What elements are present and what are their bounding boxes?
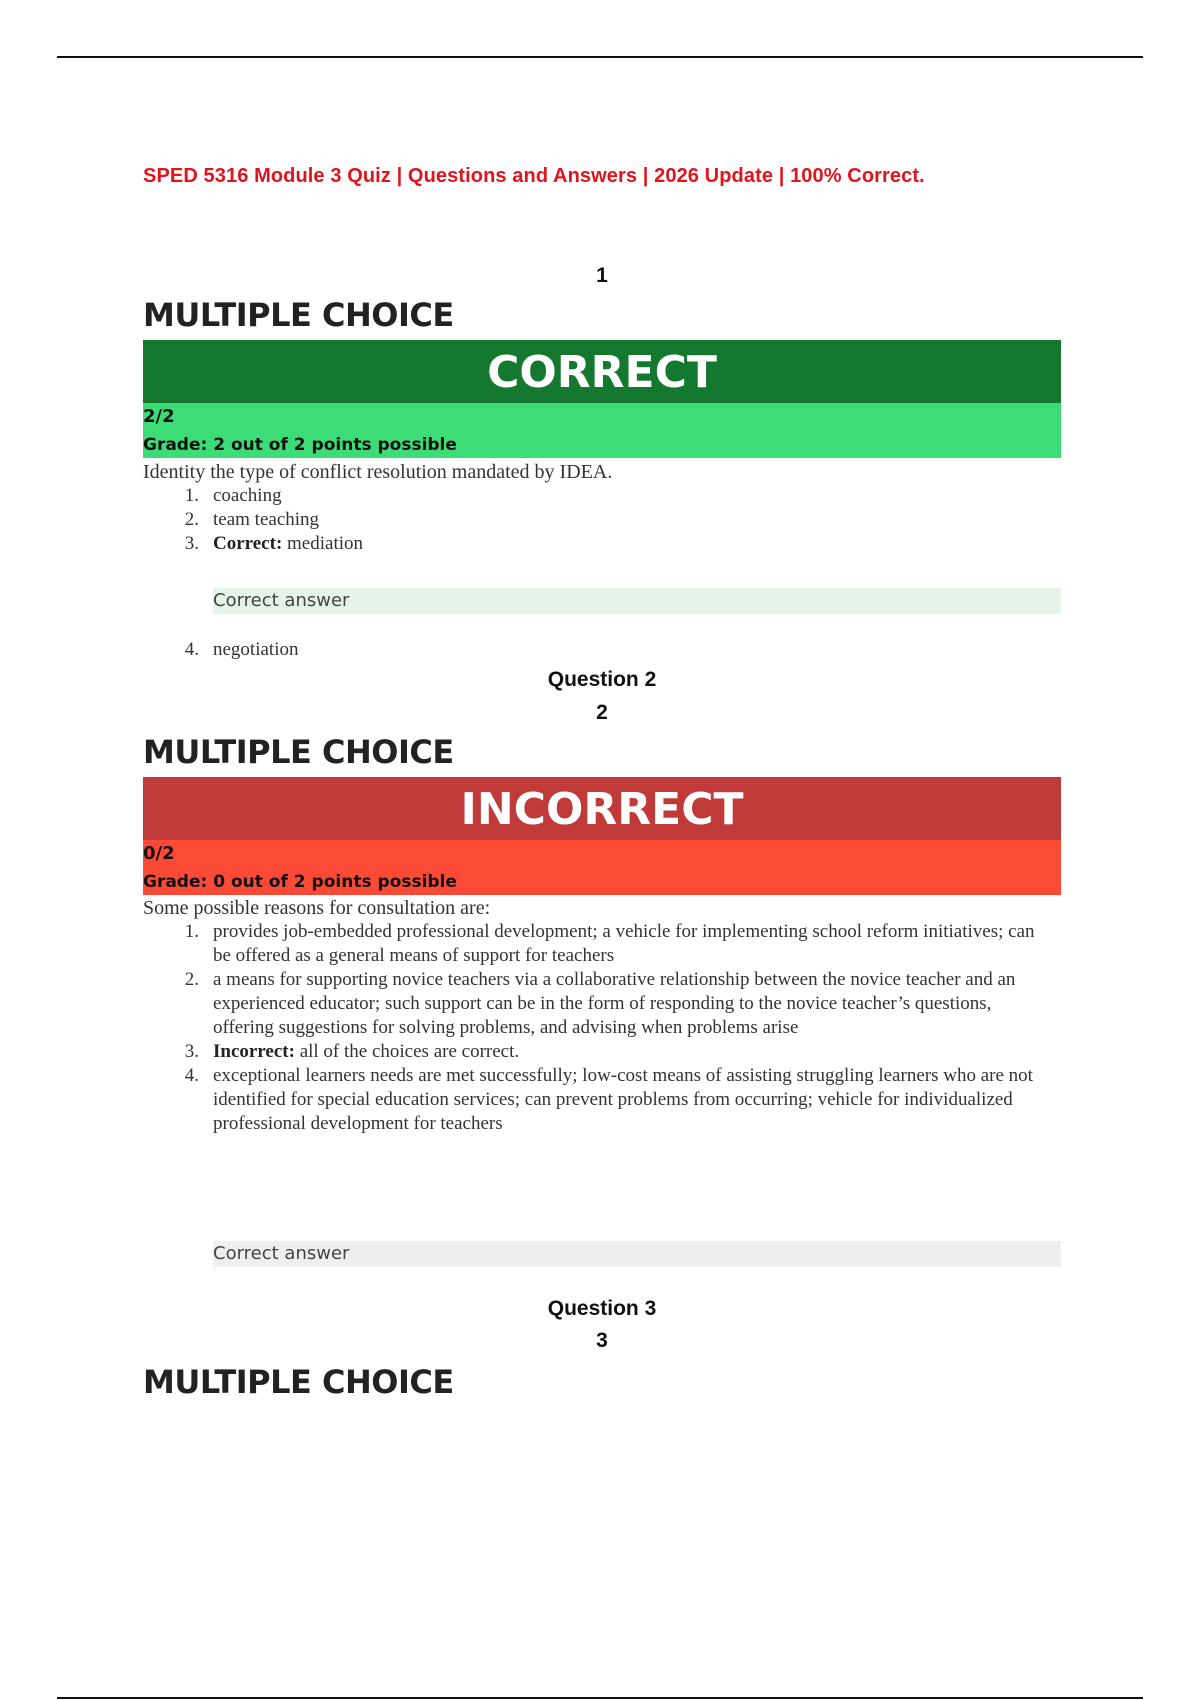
status-banner-correct: CORRECT [143, 340, 1061, 404]
option [143, 484, 1061, 508]
option-number: 2. [184, 969, 199, 990]
option-text: exceptional learners needs are met successfully; low-cost means of assisting struggling learners who are not identified for special education services; can prevent problems from occurring; vehicle for individualized professional development for teachers [213, 1065, 1033, 1134]
option [143, 1064, 1043, 1136]
option-number: 3. [184, 1041, 199, 1062]
question-number: 1 [596, 264, 608, 287]
options-list [143, 920, 1043, 1136]
options-list [143, 638, 1061, 662]
question-number: 3 [596, 1329, 608, 1352]
option-text: negotiation [213, 639, 299, 660]
document-title: SPED 5316 Module 3 Quiz | Questions and Answers | 2026 Update | 100% Correct. [143, 165, 925, 187]
incorrect-prefix: Incorrect: [213, 1041, 295, 1062]
option [143, 532, 1061, 556]
question-type-heading: MULTIPLE CHOICE [143, 296, 454, 334]
option-number: 1. [184, 921, 199, 942]
question-type-heading: MULTIPLE CHOICE [143, 1363, 454, 1401]
option [143, 968, 1043, 1040]
question-label: Question 2 [547, 668, 657, 691]
question-label: Question 3 [547, 1297, 657, 1320]
question-number: 2 [596, 701, 608, 724]
option [143, 920, 1043, 968]
grade-text: Grade: 2 out of 2 points possible [143, 435, 457, 455]
option-text: provides job-embedded professional development; a vehicle for implementing school reform initiatives; can be offered as a general means of support for teachers [213, 921, 1035, 966]
correct-answer-bar: Correct answer [213, 588, 1061, 614]
question-type-heading: MULTIPLE CHOICE [143, 733, 454, 771]
option-text: a means for supporting novice teachers via a collaborative relationship between the novice teacher and an experienced educator; such support can be in the form of responding to the novice teacher’s questions, offering suggestions for solving problems, and advising when problems arise [213, 969, 1016, 1038]
option [143, 1040, 1043, 1064]
option-text: team teaching [213, 509, 320, 530]
option [143, 508, 1061, 532]
status-banner-incorrect: INCORRECT [143, 777, 1061, 841]
grade-box [143, 840, 1061, 895]
correct-prefix: Correct: [213, 533, 283, 554]
question-text: Some possible reasons for consultation are: [143, 897, 491, 919]
grade-text: Grade: 0 out of 2 points possible [143, 872, 457, 892]
option-value: all of the choices are correct. [294, 1041, 520, 1062]
option-number: 4. [184, 1065, 199, 1086]
grade-box [143, 403, 1061, 458]
option-value: mediation [282, 533, 363, 554]
correct-answer-bar: Correct answer [213, 1241, 1061, 1267]
top-rule [57, 56, 1143, 58]
option-number: 1. [184, 485, 199, 506]
bottom-rule [57, 1697, 1143, 1699]
option-number: 4. [184, 639, 199, 660]
options-list [143, 484, 1061, 556]
option [143, 638, 1061, 662]
option-number: 2. [184, 509, 199, 530]
question-text: Identity the type of conflict resolution mandated by IDEA. [143, 461, 613, 483]
score: 0/2 [143, 843, 175, 864]
option-text: coaching [213, 485, 282, 506]
option-text [213, 532, 1061, 556]
option-number: 3. [184, 533, 199, 554]
option-text [213, 1040, 1043, 1064]
score: 2/2 [143, 406, 175, 427]
